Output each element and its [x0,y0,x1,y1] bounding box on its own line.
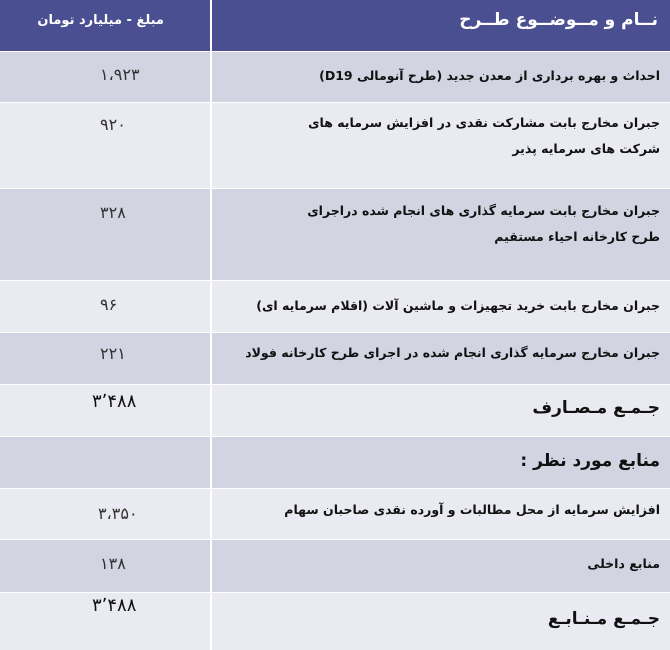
row-amount: ۹۶ [100,295,118,314]
description-cell [212,593,670,650]
total-sources-amount: ۳٬۴۸۸ [92,595,137,616]
row-description: احداث و بهره برداری از معدن جدید (طرح آنومالی D19) [319,68,660,83]
description-cell [212,103,670,188]
title-column-header: نــام و مــوضــوع طــرح [459,10,658,30]
amount-cell [0,189,212,280]
amount-cell [0,437,212,488]
row-amount: ۱،۹۲۳ [100,65,140,84]
amount-header-cell [0,0,212,51]
row-description: جبران مخارج بابت خرید تجهیزات و ماشین آلات (اقلام سرمایه ای) [256,298,660,313]
row-amount: ۲۲۱ [100,344,126,363]
description-cell [212,333,670,384]
description-cell [212,540,670,592]
row-amount: ۹۲۰ [100,115,126,134]
row-amount: ۳۲۸ [100,203,126,222]
description-cell [212,437,670,488]
amount-cell [0,489,212,539]
total-expenses-row [0,385,670,437]
sources-heading-row [0,437,670,489]
sources-heading: منابع مورد نظر : [520,451,660,471]
table-row [0,52,670,103]
total-expenses-amount: ۳٬۴۸۸ [92,391,137,412]
table-row [0,333,670,385]
amount-cell [0,385,212,436]
amount-cell [0,593,212,650]
row-description: جبران مخارج سرمایه گذاری انجام شده در اجرای طرح کارخانه فولاد [245,345,660,360]
description-cell [212,489,670,539]
table-row [0,281,670,333]
description-cell [212,385,670,436]
title-header-cell [212,0,670,51]
amount-column-header: مبلغ - میلیارد تومان [37,13,164,28]
row-amount: ۱۳۸ [100,554,126,573]
amount-cell [0,52,212,102]
description-cell [212,189,670,280]
table-row [0,189,670,281]
description-cell [212,281,670,332]
amount-cell [0,333,212,384]
total-sources-row [0,593,670,650]
table-header [0,0,670,52]
row-description: جبران مخارج بابت سرمایه گذاری های انجام شده دراجرای طرح کارخانه احیاء مستقیم [307,203,660,244]
description-cell [212,52,670,102]
total-sources-label: جـمـع مـنـابـع [547,609,660,629]
row-description: افزایش سرمایه از محل مطالبات و آورده نقدی صاحبان سهام [284,502,660,517]
amount-cell [0,103,212,188]
table-row [0,489,670,540]
row-amount: ۳،۳۵۰ [98,504,138,523]
row-description: جبران مخارج بابت مشارکت نقدی در افزایش سرمایه های شرکت های سرمایه پذیر [308,115,660,156]
total-expenses-label: جـمـع مـصـارف [532,398,660,418]
amount-cell [0,540,212,592]
amount-cell [0,281,212,332]
table-row [0,103,670,189]
row-description: منابع داخلی [587,556,660,571]
table-row [0,540,670,593]
